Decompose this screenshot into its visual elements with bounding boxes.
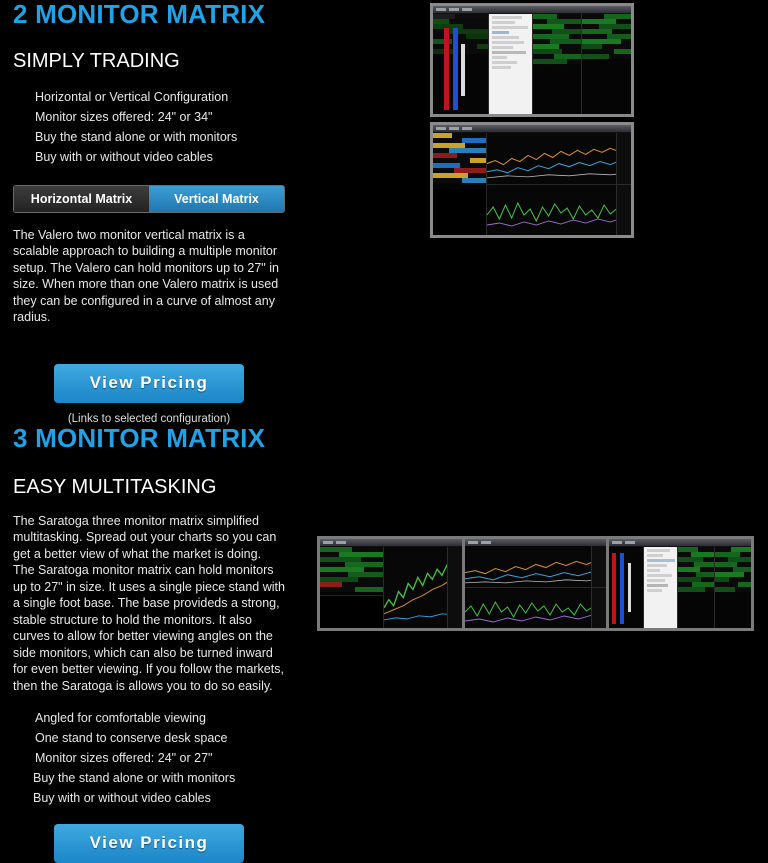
configuration-tab-group[interactable] [13,185,285,213]
depth-pane [609,547,643,628]
price-scale [447,547,462,628]
line-chart-lower [487,184,631,235]
monitor-center [465,539,607,628]
price-scale [591,588,606,628]
list-item: Buy with or without video cables [35,149,213,164]
quote-pane-left [433,14,489,114]
price-scale [616,133,631,184]
window-titlebar [433,6,631,14]
chart-pane-quotes [433,133,487,235]
screenshot-two-monitor-top [430,3,634,117]
chart-pane [384,547,461,628]
price-scale [616,185,631,235]
price-scale [591,546,606,587]
list-item: Monitor sizes offered: 24" or 27" [35,751,213,766]
window-titlebar [433,125,631,133]
section-three-monitor-matrix [0,400,768,853]
view-pricing-button-three-monitor[interactable]: View Pricing [54,824,244,863]
two-monitor-left-column [13,0,285,425]
tab-horizontal-matrix[interactable]: Horizontal Matrix [14,186,149,212]
screenshot-three-monitor [317,536,754,631]
list-item: One stand to conserve desk space [35,731,228,746]
order-entry-pane [644,547,678,628]
description-two-monitor: The Valero two monitor vertical matrix is a scalable approach to building a multiple monitor setup. The Valero can hold monitors up to 27" in size. When more than one Valero matrix is used they can be configured in a curve of almost any radius. [13,227,279,325]
list-item: Horizontal or Vertical Configuration [35,89,229,104]
tab-vertical-matrix[interactable]: Vertical Matrix [149,186,284,212]
monitor-right [609,539,751,628]
chart-lower [465,587,607,628]
description-three-monitor: The Saratoga three monitor matrix simplified multitasking. Spread out your charts so you can get a better view of what the market is doing. The Saratoga monitor matrix can hold monitors up to 27" in size. It uses a single piece stand with a single foot base. The base provideds a strong, stable structure to hold the monitors. It also curves to allow for better viewing angles on the side monitors, which can also be turned inward for even better viewing. If you follow the markets, then the Saratoga is allows you to do so easily. [13,513,285,693]
page-title-three-monitor: 3 MONITOR MATRIX [13,423,266,453]
list-item: Monitor sizes offered: 24" or 34" [35,109,213,124]
view-pricing-note: (Links to selected configuration) [67,412,231,425]
window-titlebar [609,539,751,547]
quote-pane-right [582,14,631,114]
quote-pane [320,547,384,628]
line-chart-upper [487,133,631,184]
three-monitor-left-column [13,424,285,863]
section-two-monitor-matrix [0,0,768,425]
monitor-left [320,539,462,628]
list-item: Buy the stand alone or with monitors [33,771,236,786]
quote-pane-white [489,14,533,114]
page-title-two-monitor: 2 MONITOR MATRIX [13,0,266,29]
feature-list-three-monitor [13,708,285,808]
list-item: Buy the stand alone or with monitors [35,129,238,144]
three-monitor-cta-wrap [13,824,285,863]
quote-pane-center [533,14,583,114]
view-pricing-button-two-monitor[interactable]: View Pricing [54,364,244,403]
window-titlebar [320,539,462,547]
quote-pane-b [715,547,751,628]
list-item: Angled for comfortable viewing [35,711,206,726]
screenshot-two-monitor-bottom [430,122,634,238]
chart-upper [465,546,607,587]
chart-pane-line-charts [487,133,631,235]
quote-pane-a [678,547,715,628]
subtitle-easy-multitasking: EASY MULTITASKING [13,475,217,498]
subtitle-simply-trading: SIMPLY TRADING [13,49,180,72]
feature-list-two-monitor [13,87,285,167]
list-item: Buy with or without video cables [33,791,211,806]
